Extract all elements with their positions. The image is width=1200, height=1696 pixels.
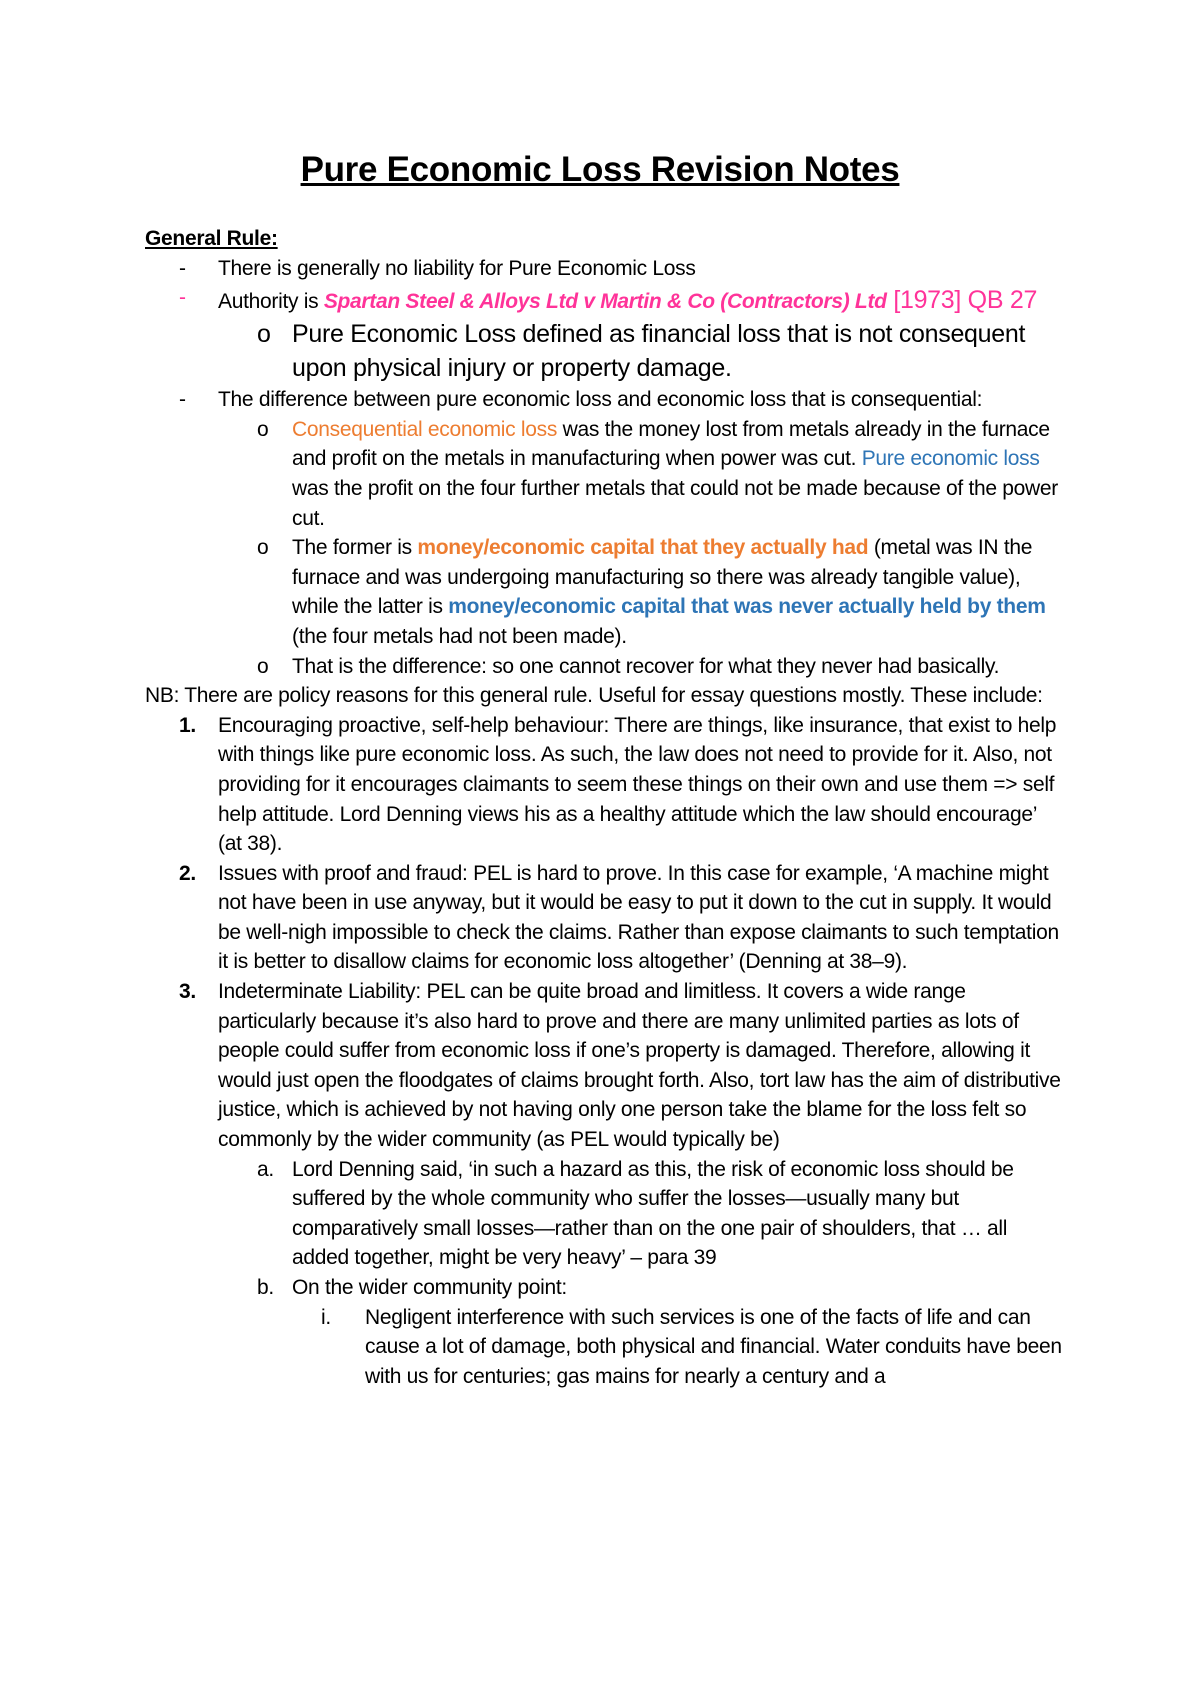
letter-marker: b.	[257, 1276, 274, 1299]
lettered-text: On the wider community point:	[292, 1276, 567, 1299]
latter-highlight: money/economic capital that was never actually held by them	[448, 595, 1046, 619]
sub-bullet-text: The former is	[292, 536, 418, 560]
bullet-circle: o	[257, 536, 269, 560]
sub-bullet-item	[145, 533, 1065, 651]
sub-bullet-text: That is the difference: so one cannot recover for what they never had basically.	[292, 654, 1000, 678]
lettered-text: Lord Denning said, ‘in such a hazard as this, the risk of economic loss should be suffered by the whole community who suffer the losses—usually many but comparatively small losses—rather than on the one pair of shoulders, that … all added together, might be very heavy’ – para 39	[292, 1157, 1014, 1270]
bullet-item	[145, 283, 1065, 317]
numbered-item	[145, 859, 1065, 977]
pure-loss-term: Pure economic loss	[861, 447, 1040, 471]
sub-bullet-text: was the money lost from metals already in the furnace and profit on the metals in manufacturing when power was cut.	[292, 417, 1050, 471]
document-title: Pure Economic Loss Revision Notes	[300, 150, 900, 189]
bullet-dash: -	[179, 256, 186, 280]
sub-bullet-text: (the four metals had not been made).	[292, 624, 627, 648]
number-marker: 1.	[179, 713, 196, 737]
sub-bullet-text: Pure Economic Loss defined as financial loss that is not consequent upon physical injury or property damage.	[292, 320, 1026, 383]
consequential-loss-term: Consequential economic loss	[292, 417, 558, 441]
letter-marker: a.	[257, 1157, 274, 1181]
bullet-circle: o	[257, 654, 269, 678]
bullet-text: There is generally no liability for Pure Economic Loss	[218, 256, 696, 280]
sub-bullet-text: (metal was IN the furnace and was undergoing manufacturing so there was already tangible value), while the latter is	[292, 536, 1033, 619]
numbered-text: Issues with proof and fraud: PEL is hard to prove. In this case for example, ‘A machine might not have been in use anyway, but it would be easy to put it down to the cut in supply. It would be well-nigh impossible to check the claims. Rather than expose claimants to such temptation it is better to disallow claims for economic loss altogether’ (Denning at 38–9).	[218, 861, 1059, 974]
case-citation: [1973] QB 27	[886, 286, 1038, 315]
sub-bullet-item	[145, 317, 1065, 385]
roman-marker: i.	[321, 1305, 331, 1329]
general-rule-heading: General Rule:	[145, 227, 278, 250]
number-marker: 2.	[179, 861, 196, 885]
document-body	[145, 224, 1065, 1391]
bullet-circle: o	[257, 320, 271, 349]
sub-bullet-item	[145, 415, 1065, 533]
former-highlight: money/economic capital that they actually had	[417, 536, 869, 560]
numbered-text: Encouraging proactive, self-help behaviour: There are things, like insurance, that exist to help with things like pure economic loss. As such, the law does not need to provide for it. Also, not providing for it encourages claimants to seem these things on their own and use them => self help attitude. Lord Denning views his as a healthy attitude which the law should encourage’ (at 38).	[218, 713, 1057, 856]
bullet-text: The difference between pure economic loss and economic loss that is consequential:	[218, 388, 983, 412]
roman-item	[145, 1303, 1065, 1392]
sub-bullet-text: was the profit on the four further metals that could not be made because of the power cut.	[292, 476, 1058, 530]
bullet-item	[145, 254, 1065, 284]
bullet-text: Authority is	[218, 290, 324, 314]
lettered-item	[145, 1273, 1065, 1303]
nb-paragraph: NB: There are policy reasons for this general rule. Useful for essay questions mostly. These include:	[145, 684, 1043, 708]
numbered-text: Indeterminate Liability: PEL can be quite broad and limitless. It covers a wide range particularly because it’s also hard to prove and there are many unlimited parties as lots of people could suffer from economic loss if one’s property is damaged. Therefore, allowing it would just open the floodgates of claims brought forth. Also, tort law has the aim of distributive justice, which is achieved by not having only one person take the blame for the loss felt so commonly by the wider community (as PEL would typically be)	[218, 980, 1061, 1152]
bullet-dash: -	[179, 286, 186, 310]
sub-bullet-item	[145, 652, 1065, 682]
bullet-item	[145, 385, 1065, 415]
numbered-item	[145, 711, 1065, 859]
bullet-circle: o	[257, 417, 269, 441]
case-name: Spartan Steel & Alloys Ltd v Martin & Co (Contractors) Ltd	[323, 290, 887, 314]
numbered-item	[145, 977, 1065, 1155]
lettered-item	[145, 1155, 1065, 1273]
number-marker: 3.	[179, 980, 196, 1004]
roman-text: Negligent interference with such services is one of the facts of life and can cause a lot of damage, both physical and financial. Water conduits have been with us for centuries; gas mains for nearly a century and a	[365, 1305, 1062, 1388]
bullet-dash: -	[179, 388, 186, 412]
